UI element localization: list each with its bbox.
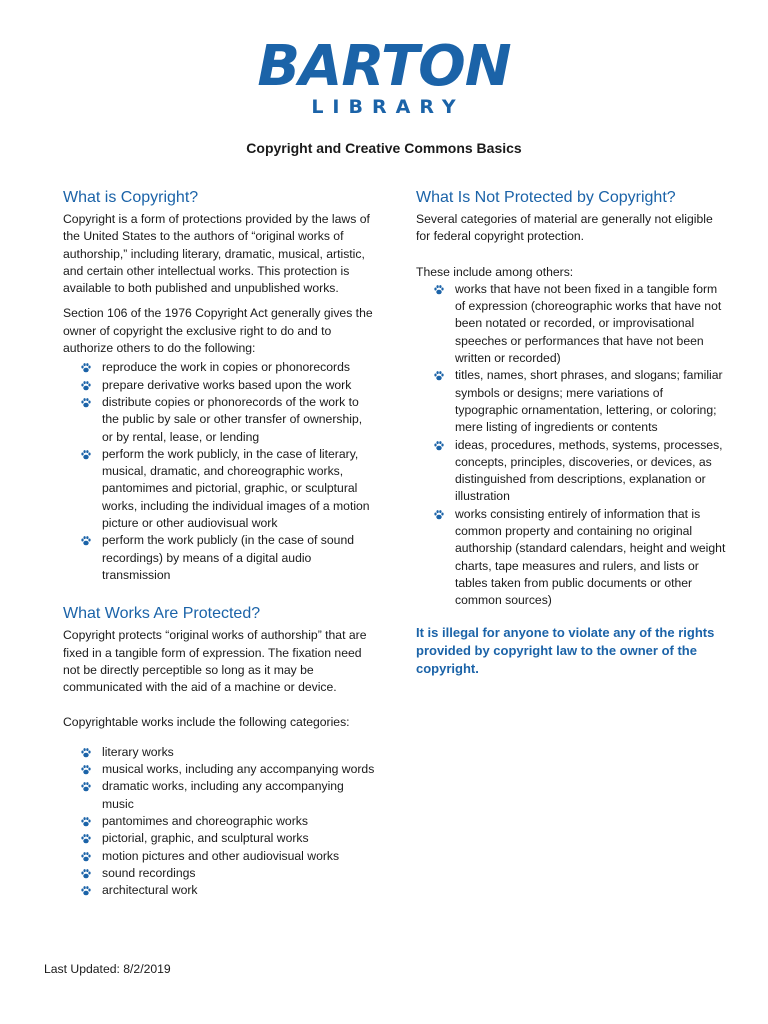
list-item-text: pantomimes and choreographic works	[102, 813, 308, 828]
list-item	[63, 532, 375, 584]
heading-what-works-protected: What Works Are Protected?	[63, 605, 261, 623]
list-item-text: works that have not been fixed in a tangible form of expression (choreographic works that have not been notated or recorded, or improvisational speeches or performances that have not been written or recorded)	[455, 281, 722, 366]
paragraph-copyright-definition: Copyright is a form of protections provided by the laws of the United States to the authors of “original works of authorship,” including literary, dramatic, musical, artistic, and certain other intellectual works. This protection is available to both published and unpublished works.	[63, 212, 370, 296]
list-item	[63, 848, 375, 865]
barton-library-logo	[0, 34, 768, 118]
paw-print-icon	[80, 362, 92, 374]
paw-print-icon	[80, 833, 92, 845]
document-title: Copyright and Creative Commons Basics	[246, 140, 522, 156]
paw-print-icon	[433, 509, 445, 521]
list-item-text: sound recordings	[102, 865, 196, 880]
list-item-text: titles, names, short phrases, and slogans; familiar symbols or designs; mere variations of typographic ornamentation, lettering, or coloring; mere listing of ingredients or contents	[455, 368, 723, 435]
paragraph-works-protected: Copyright protects “original works of authorship” that are fixed in a tangible form of expression. The fixation need not be directly perceptible so long as it may be communicated with the aid of a machine or device.	[63, 628, 367, 695]
paw-print-icon	[80, 764, 92, 776]
paragraph-copyrightable-categories: Copyrightable works include the following categories:	[63, 715, 350, 730]
list-item	[63, 830, 375, 847]
list-item	[416, 506, 726, 610]
list-item	[416, 367, 726, 436]
paw-print-icon	[80, 449, 92, 461]
list-item-text: musical works, including any accompanying words	[102, 762, 375, 777]
list-item-text: literary works	[102, 744, 174, 759]
list-item	[63, 359, 375, 376]
list-item-text: prepare derivative works based upon the work	[102, 377, 352, 392]
list-item-text: architectural work	[102, 883, 198, 898]
list-item	[63, 446, 375, 532]
last-updated: Last Updated: 8/2/2019	[44, 962, 171, 976]
paw-print-icon	[80, 397, 92, 409]
illegal-notice: It is illegal for anyone to violate any of the rights provided by copyright law to the owner of the copyright.	[416, 624, 715, 676]
list-item-text: reproduce the work in copies or phonorecords	[102, 360, 350, 375]
list-item-text: perform the work publicly (in the case of sound recordings) by means of a digital audio transmission	[102, 533, 354, 582]
paw-print-icon	[80, 885, 92, 897]
left-column	[63, 188, 375, 909]
list-not-protected	[416, 281, 726, 610]
paragraph-section-106: Section 106 of the 1976 Copyright Act generally gives the owner of copyright the exclusive right to do and to authorize others to do the following:	[63, 306, 373, 356]
paw-print-icon	[80, 868, 92, 880]
list-item	[63, 882, 375, 899]
right-column	[416, 188, 726, 678]
list-item	[63, 761, 375, 778]
paragraph-include-among: These include among others:	[416, 264, 574, 279]
paw-print-icon	[433, 440, 445, 452]
paw-print-icon	[80, 851, 92, 863]
paw-print-icon	[433, 370, 445, 382]
list-item-text: distribute copies or phonorecords of the work to the public by sale or other transfer of ownership, or by rental, lease, or lending	[102, 394, 363, 444]
list-item	[63, 813, 375, 830]
paragraph-not-eligible: Several categories of material are generally not eligible for federal copyright protection.	[416, 212, 713, 244]
paw-print-icon	[80, 781, 92, 793]
list-item	[63, 744, 375, 761]
list-item	[63, 865, 375, 882]
list-item-text: works consisting entirely of information that is common property and containing no original authorship (standard calendars, height and weight charts, tape measures and rulers, and lists or tables taken from public documents or other common sources)	[455, 506, 726, 608]
list-copyrightable-works	[63, 744, 375, 900]
logo-subtitle: LIBRARY	[311, 96, 465, 118]
list-item	[63, 377, 375, 394]
list-item	[63, 394, 375, 446]
list-exclusive-rights	[63, 359, 375, 584]
list-item-text: motion pictures and other audiovisual works	[102, 848, 340, 863]
logo-wordmark: BARTON	[257, 34, 511, 99]
list-item	[416, 281, 726, 367]
paw-print-icon	[433, 284, 445, 296]
list-item-text: dramatic works, including any accompanying music	[102, 779, 344, 811]
paw-print-icon	[80, 535, 92, 547]
list-item	[416, 437, 726, 506]
list-item	[63, 778, 375, 813]
list-item-text: ideas, procedures, methods, systems, processes, concepts, principles, discoveries, or devices, as distinguished from descriptions, explanation or illustration	[455, 437, 723, 504]
heading-what-is-copyright: What is Copyright?	[63, 189, 199, 206]
paw-print-icon	[80, 747, 92, 759]
list-item-text: pictorial, graphic, and sculptural works	[102, 831, 309, 846]
paw-print-icon	[80, 816, 92, 828]
list-item-text: perform the work publicly, in the case of literary, musical, dramatic, and choreographic works, pantomimes and pictorial, graphic, or sculptural works, including the individual images of a motion picture or other audiovisual work	[102, 446, 370, 531]
paw-print-icon	[80, 380, 92, 392]
heading-not-protected: What Is Not Protected by Copyright?	[416, 189, 676, 206]
